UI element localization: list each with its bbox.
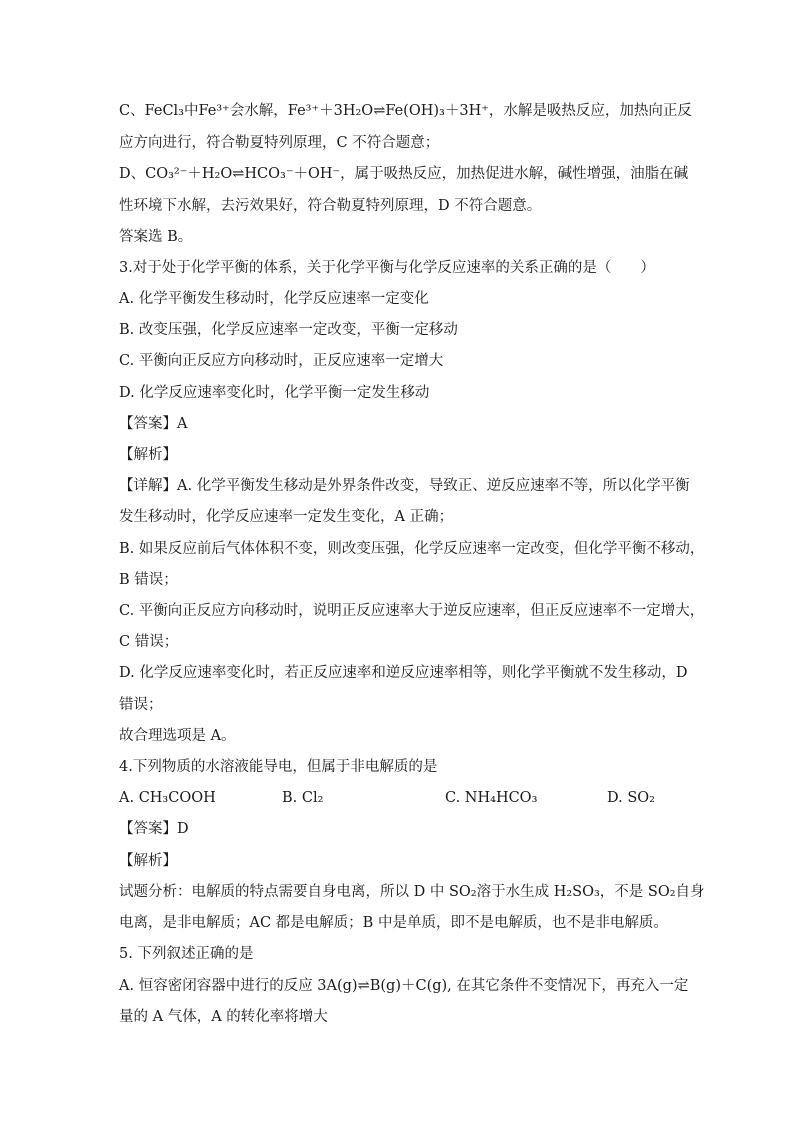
q4-answer: 【答案】D — [119, 821, 189, 837]
text-line: C、FeCl₃中Fe³⁺会水解，Fe³⁺＋3H₂O⇌Fe(OH)₃＋3H⁺，水解是吸热反应，加热向正反 — [119, 103, 692, 119]
text-line: 应方向进行，符合勒夏特列原理，C 不符合题意； — [119, 135, 440, 151]
q4-option-b: B. Cl₂ — [282, 790, 324, 806]
q3-option-c: C. 平衡向正反应方向移动时，正反应速率一定增大 — [119, 353, 444, 369]
q5-option-a: A. 恒容密闭容器中进行的反应 3A(g)⇌B(g)＋C(g), 在其它条件不变情况下，再充入一定 — [119, 978, 689, 994]
text-line: C. 平衡向正反应方向移动时，说明正反应速率大于逆反应速率，但正反应速率不一定增大， — [119, 603, 705, 619]
q4-analysis-heading: 【解析】 — [119, 853, 177, 869]
text-line: 试题分析：电解质的特点需要自身电离，所以 D 中 SO₂溶于水生成 H₂SO₃，不是 SO₂自身 — [119, 884, 705, 900]
q3-analysis-heading: 【解析】 — [119, 447, 177, 463]
text-line: 【详解】A. 化学平衡发生移动是外界条件改变，导致正、逆反应速率不等，所以化学平衡 — [119, 478, 690, 494]
q3-option-d: D. 化学反应速率变化时，化学平衡一定发生移动 — [119, 385, 430, 401]
text-line: 电离，是非电解质；AC 都是电解质；B 中是单质，即不是电解质，也不是非电解质。 — [119, 915, 668, 931]
text-line: D、CO₃²⁻＋H₂O⇌HCO₃⁻＋OH⁻，属于吸热反应，加热促进水解，碱性增强，油脂在碱 — [119, 166, 689, 182]
text-line: 答案选 B。 — [119, 229, 193, 245]
q4-option-a: A. CH₃COOH — [119, 790, 216, 806]
text-line: 故合理选项是 A。 — [119, 728, 236, 744]
q4-option-d: D. SO₂ — [607, 790, 655, 806]
text-line: B. 如果反应前后气体体积不变，则改变压强，化学反应速率一定改变，但化学平衡不移动， — [119, 541, 705, 557]
text-line: 量的 A 气体，A 的转化率将增大 — [119, 1009, 328, 1025]
text-line: 性环境下水解，去污效果好，符合勒夏特列原理，D 不符合题意。 — [119, 198, 542, 214]
q3-option-b: B. 改变压强，化学反应速率一定改变，平衡一定移动 — [119, 322, 458, 338]
text-line: 错误； — [119, 697, 163, 713]
text-line: D. 化学反应速率变化时，若正反应速率和逆反应速率相等，则化学平衡就不发生移动，D — [119, 665, 688, 681]
question-5-stem: 5. 下列叙述正确的是 — [119, 946, 254, 962]
question-4-stem: 4.下列物质的水溶液能导电，但属于非电解质的是 — [119, 759, 438, 775]
text-line: C 错误； — [119, 634, 179, 650]
q4-option-c: C. NH₄HCO₃ — [445, 790, 538, 806]
q4-options-row — [119, 788, 679, 808]
question-3-stem: 3.对于处于化学平衡的体系，关于化学平衡与化学反应速率的关系正确的是（ ） — [119, 260, 655, 276]
q3-answer: 【答案】A — [119, 416, 188, 432]
text-line: B 错误； — [119, 572, 178, 588]
text-line: 发生移动时，化学反应速率一定发生变化，A 正确； — [119, 509, 454, 525]
q3-option-a: A. 化学平衡发生移动时，化学反应速率一定变化 — [119, 291, 429, 307]
